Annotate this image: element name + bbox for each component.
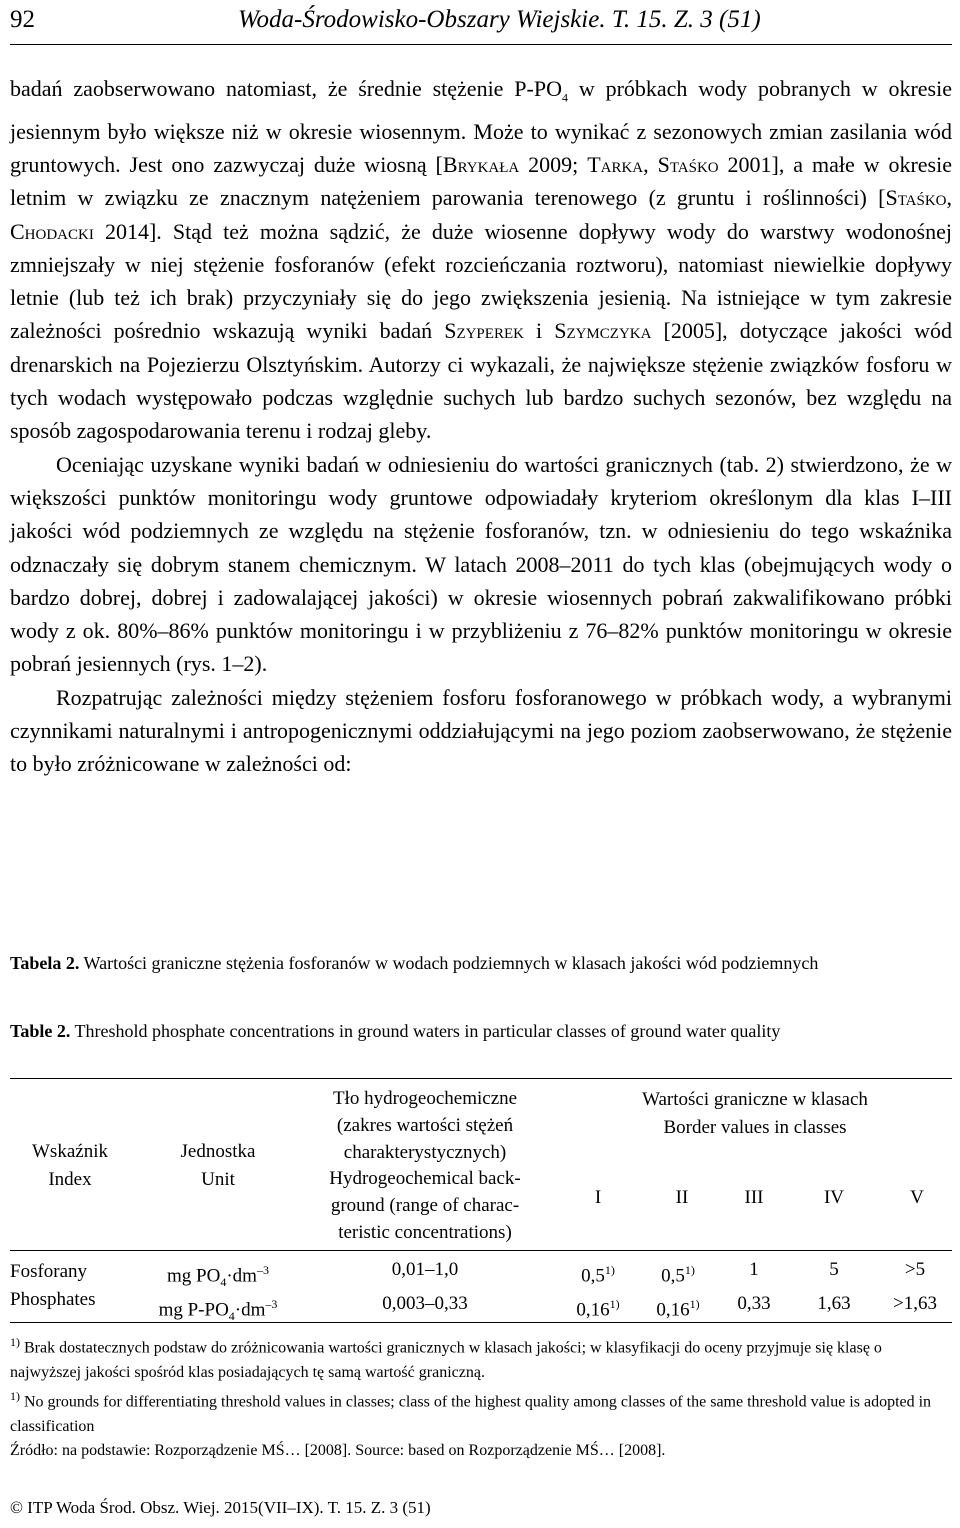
row1-class-i: 0,5$^{1)}$ (581, 1263, 615, 1287)
citation: Szymczyka (554, 318, 652, 344)
class-v: V (910, 1187, 924, 1208)
row2-class-iv: 1,63 (817, 1293, 851, 1314)
paragraph-2: Oceniając uzyskane wyniki badań w odniesieniu do wartości granicznych (tab. 2) stwierdzono, że w większości punktów monitoringu wody gruntowe odpowiadały kryteriom określonym dla klas I–III jakości wód podziemnych ze względu na stężenie fosforanów, tzn. w odniesieniu do tego wskaźnika odznaczały się dobrym stanem chemicznym. W latach 2008–2011 do tych klas (obejmujących wody o bardzo dobrej, dobrej i zadowalającej jakości) w okresie wiosennych pobrań zakwalifikowano próbki wody z ok. 80%–86% punktów monitoringu i w przybliżeniu z 76–82% punktów monitoringu w okresie pobrań jesiennych (rys. 1–2). (10, 451, 952, 677)
row-indicator: Fosforany Phosphates (10, 1261, 96, 1310)
citation: Brykała (442, 151, 520, 177)
paragraph-1: badań zaobserwowano natomiast, że średnie stężenie $P-PO_4$ w próbkach wody pobranych w okresie jesiennym było większe niż w okresie wiosennym. Może to wynikać z sezonowych zmian zasilania wód gruntowych. Jest ono zazwyczaj duże wiosną [Brykała 2009; Tarka, Staśko 2001], a małe w okresie letnim w związku ze znacznym natężeniem parowania terenowego (z gruntu i roślinności) [Staśko, Chodacki 2014]. Stąd też można sądzić, że duże wiosenne dopływy wody do warstwy wodonośnej zmniejszały w niej stężenie fosforanów (efekt rozcieńczania roztworu), natomiast niewielkie dopływy letnie (lub też ich brak) przyczyniały się do jego zwiększenia jesienią. Na istniejące w tym zakresie zależności pośrednio wskazują wyniki badań Szyperek i Szymczyka [2005], dotyczące jakości wód drenarskich na Pojezierzu Olsztyńskim. Autorzy ci wykazali, że największe stężenie związków fosforu w tych wodach występowało podczas względnie suchych lub bardzo suchych sezonów, bez względu na sposób zagospodarowania terenu i rodzaj gleby. (10, 76, 952, 444)
class-iii: III (744, 1187, 764, 1208)
header-unit: Jednostka Unit (180, 1141, 256, 1190)
journal-title: Woda-Środowisko-Obszary Wiejskie. T. 15. Z. 3 (51) (238, 6, 761, 33)
row2-class-i: 0,16$^{1)}$ (576, 1297, 620, 1321)
page-number: 92 (10, 6, 35, 33)
class-iv: IV (823, 1187, 845, 1208)
row1-unit: mg $PO_4\cdot dm^{-3}$ (167, 1263, 269, 1290)
footnote-en: $^{1)}$ No grounds for differentiating threshold values in classes; class of the highest quality among classes of the same threshold value is adopted in classification (10, 1389, 932, 1436)
citation: Staśko (885, 185, 947, 211)
row1-background: 0,01–1,0 (391, 1259, 459, 1280)
class-i: I (594, 1187, 602, 1208)
citation: Staśko (657, 151, 719, 177)
citation: Szyperek (444, 318, 524, 344)
body-text (10, 72, 952, 781)
table-top-rule (10, 1078, 952, 1079)
table-header-rule (10, 1250, 952, 1251)
citation: Tarka (587, 151, 644, 177)
class-ii: II (675, 1187, 689, 1208)
citation: Chodacki (10, 218, 94, 244)
table-bottom-rule (10, 1322, 952, 1323)
header-classes: Wartości graniczne w klasach Border values in classes (642, 1089, 868, 1138)
row1-class-ii: 0,5$^{1)}$ (661, 1263, 695, 1287)
row2-class-ii: 0,16$^{1)}$ (656, 1297, 700, 1321)
header-background: Tło hydrogeochemiczne (zakres wartości stężeń charakterystycznych) Hydrogeochemical back- ground (range of charac- teristic concentrations) (329, 1088, 521, 1243)
table-source: Źródło: na podstawie: Rozporządzenie MŚ… [2008]. Source: based on Rozporządzenie MŚ… [2008]. (10, 1442, 666, 1459)
row1-class-iii: 1 (749, 1259, 759, 1280)
header-indicator: Wskaźnik Index (32, 1141, 108, 1190)
row2-unit: mg $P-PO_4\cdot dm^{-3}$ (158, 1297, 278, 1324)
paragraph-3: Rozpatrując zależności między stężeniem fosforu fosforanowego w próbkach wody, a wybranymi czynnikami naturalnymi i antropogenicznymi oddziałującymi na jego poziom zaobserwowano, że stężenie to było zróżnicowane w zależności od: (10, 684, 952, 777)
table-caption-pl: Tabela 2. Wartości graniczne stężenia fosforanów w wodach podziemnych w klasach jakości wód podziemnych (10, 953, 819, 973)
row2-class-v: >1,63 (893, 1293, 937, 1314)
row2-class-iii: 0,33 (737, 1293, 771, 1314)
row1-class-v: >5 (904, 1259, 926, 1280)
running-header (10, 4, 954, 40)
header-rule (10, 44, 952, 45)
table-caption-en: Table 2. Threshold phosphate concentrations in ground waters in particular classes of ground water quality (10, 1021, 781, 1041)
page-footer: © ITP Woda Środ. Obsz. Wiej. 2015(VII–IX). T. 15. Z. 3 (51) (10, 1498, 431, 1517)
footnote-pl: $^{1)}$ Brak dostatecznych podstaw do zróżnicowania wartości granicznych w klasach jakości; w klasyfikacji do oceny przyjmuje się klasę o najwyższej jakości spośród klas posiadających tę samą wartość graniczną. (10, 1335, 882, 1382)
row2-background: 0,003–0,33 (382, 1293, 468, 1314)
row1-class-iv: 5 (829, 1259, 839, 1280)
threshold-table (10, 1078, 952, 1323)
